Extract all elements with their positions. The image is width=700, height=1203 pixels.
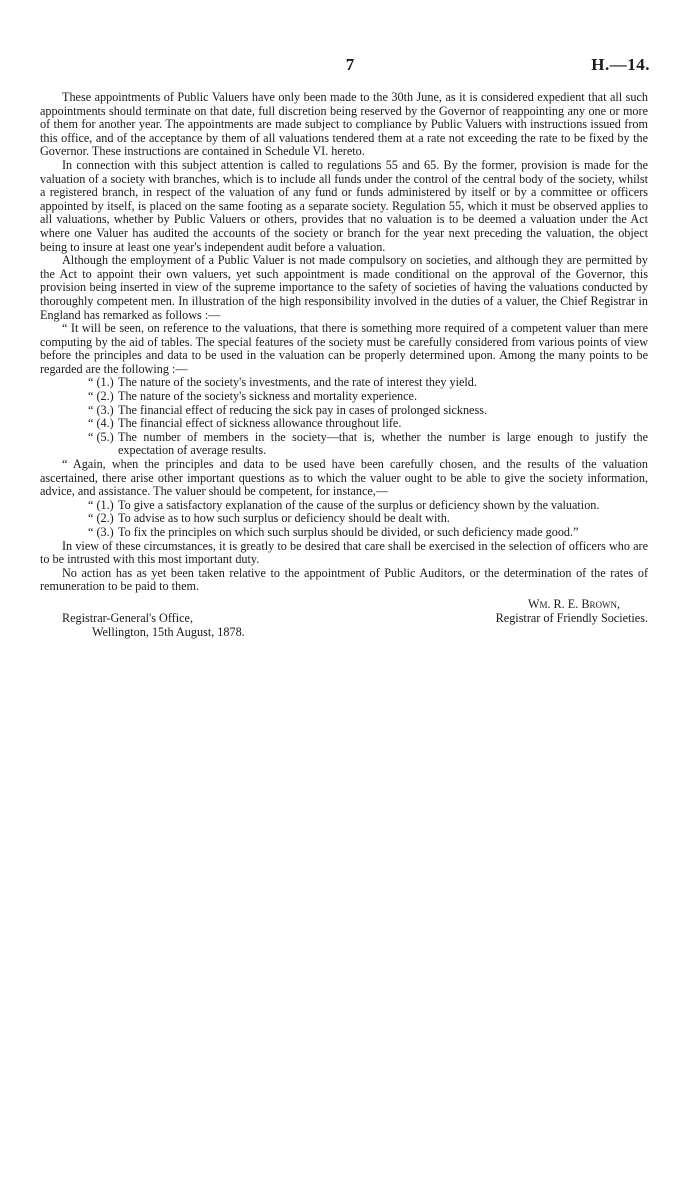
page-number: 7 bbox=[345, 55, 355, 74]
list-item bbox=[40, 526, 648, 540]
place-and-date: Wellington, 15th August, 1878. bbox=[92, 624, 245, 639]
competence-list bbox=[40, 499, 648, 540]
paragraph-appointments: These appointments of Public Valuers have only been made to the 30th June, as it is considered expedient that all such appointments should terminate on that date, full discretion being reserved by the Governor of reappointing any one or more of them for another year. The appointments are made subject to compliance by Public Valuers with instructions issued from this office, and of the acceptance by them of all valuations tendered them at a rate not exceeding the rate to be fixed by the Governor. These instructions are contained in Schedule VI. hereto. bbox=[40, 90, 648, 159]
list-item-text: To advise as to how such surplus or deficiency should be dealt with. bbox=[118, 511, 450, 526]
signature-block bbox=[40, 598, 648, 654]
list-item bbox=[40, 499, 648, 513]
list-marker: “ (1.) bbox=[88, 497, 114, 512]
list-item bbox=[40, 390, 648, 404]
list-item-text: The financial effect of sickness allowance throughout life. bbox=[118, 416, 402, 431]
list-marker: “ (2.) bbox=[88, 511, 114, 526]
list-marker: “ (5.) bbox=[88, 429, 114, 444]
points-list bbox=[40, 376, 648, 458]
list-item-text: To fix the principles on which such surplus should be divided, or such deficiency made good.” bbox=[118, 525, 579, 539]
list-item bbox=[40, 376, 648, 390]
list-marker: “ (4.) bbox=[88, 416, 114, 431]
office-name: Registrar-General's Office, bbox=[62, 610, 193, 625]
paragraph-again: “ Again, when the principles and data to be used have been carefully chosen, and the results of the valuation ascertained, there arise other important questions as to which the valuer ought to be able to give the society information, advice, and assistance. The valuer should be competent, for instance,— bbox=[40, 457, 648, 499]
list-item bbox=[40, 512, 648, 526]
paragraph-auditors: No action has as yet been taken relative to the appointment of Public Auditors, or the determination of the rates of remuneration to be paid to them. bbox=[40, 565, 648, 594]
list-item bbox=[40, 431, 648, 458]
list-item-text: The number of members in the society—that is, whether the number is large enough to justify the expectation of average results. bbox=[118, 429, 648, 458]
signatory-name: Wm. R. E. Brown, bbox=[527, 596, 620, 611]
list-item-text: The nature of the society's sickness and mortality experience. bbox=[118, 389, 417, 404]
list-item-text: The nature of the society's investments, and the rate of interest they yield. bbox=[118, 375, 477, 390]
list-marker: “ (1.) bbox=[88, 375, 114, 390]
signatory-title: Registrar of Friendly Societies. bbox=[495, 610, 648, 625]
paragraph-employment: Although the employment of a Public Valuer is not made compulsory on societies, and although they are permitted by the Act to appoint their own valuers, yet such appointment is made conditional on the approval of the Governor, this provision being inserted in view of the supreme importance to the safety of societies of having the valuations conducted by thoroughly competent men. In illustration of the high responsibility involved in the duties of a valuer, the Chief Registrar in England has remarked as follows :— bbox=[40, 253, 648, 322]
page-header bbox=[0, 55, 700, 79]
document-body bbox=[40, 91, 648, 654]
list-item bbox=[40, 417, 648, 431]
list-item-text: The financial effect of reducing the sick pay in cases of prolonged sickness. bbox=[118, 402, 487, 417]
document-reference: H.—14. bbox=[591, 55, 650, 74]
list-marker: “ (3.) bbox=[88, 402, 114, 417]
list-item bbox=[40, 404, 648, 418]
paragraph-regulations: In connection with this subject attention is called to regulations 55 and 65. By the former, provision is made for the valuation of a society with branches, which is to include all funds under the control of the central body of the society, whilst a registered branch, in respect of the valuation of any fund or funds administered by itself or by a committee or officers appointed by itself, is placed on the same footing as a separate society. Regulation 55, which it must be observed applies to all valuations, whether by Public Valuers or others, provides that no valuation is to be deemed a valuation under the Act where one Valuer has audited the accounts of the society or branch for the year next preceding the valuation, the object being to insure at least one year's independent audit before a valuation. bbox=[40, 157, 648, 254]
list-marker: “ (2.) bbox=[88, 389, 114, 404]
list-marker: “ (3.) bbox=[88, 525, 114, 539]
paragraph-circumstances: In view of these circumstances, it is greatly to be desired that care shall be exercised in the selection of officers who are to be intrusted with this most important duty. bbox=[40, 538, 648, 567]
paragraph-quotation: “ It will be seen, on reference to the valuations, that there is something more required of a competent valuer than mere computing by the aid of tables. The special features of the society must be carefully considered from various points of view before the principles and data to be used in the valuation can be properly determined upon. Among the many points to be regarded are the following :— bbox=[40, 321, 648, 376]
list-item-text: To give a satisfactory explanation of the cause of the surplus or deficiency shown by the valuation. bbox=[118, 497, 600, 512]
